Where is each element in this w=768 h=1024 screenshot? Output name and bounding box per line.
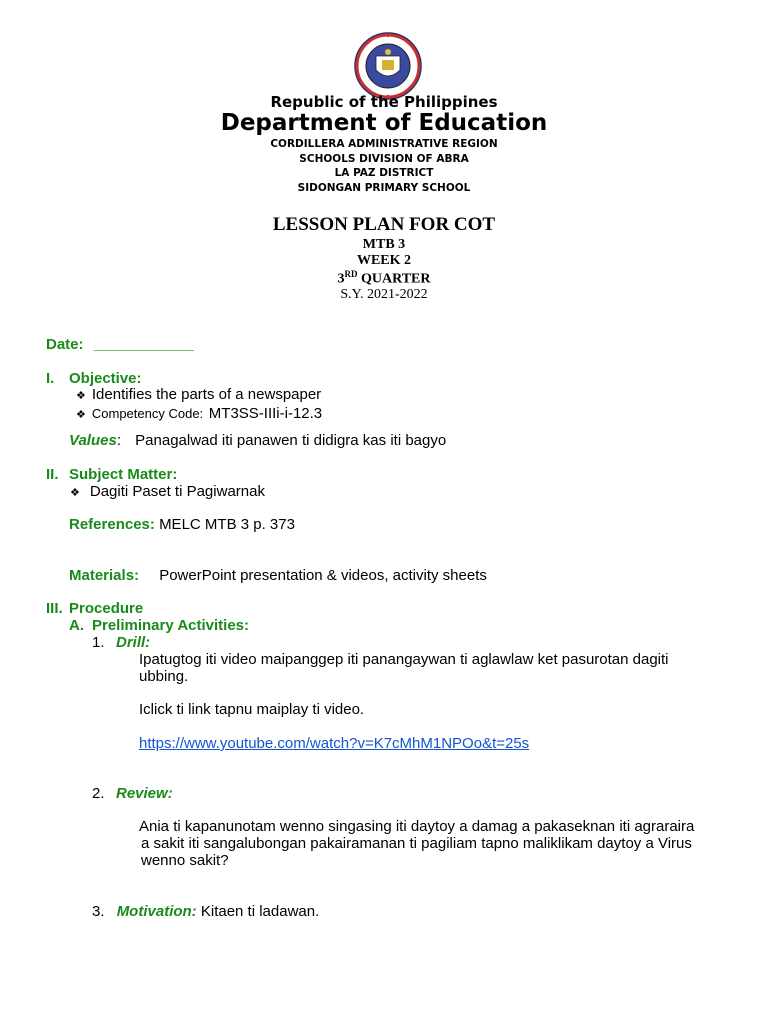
motivation-number: 3.	[92, 903, 105, 920]
drill-label: Drill:	[116, 634, 151, 651]
department-heading: Department of Education	[220, 110, 548, 136]
date-field	[46, 336, 194, 353]
subject-matter-item	[70, 483, 265, 500]
deped-seal-icon	[354, 32, 422, 100]
drill-text-line1: Ipatugtog iti video maipanggep iti panangaywan ti aglawlaw ket pasurotan dagiti	[139, 651, 669, 668]
procedure-numeral: III.	[46, 600, 63, 617]
competency-code	[76, 405, 322, 422]
subject-line: MTB 3	[362, 237, 406, 252]
republic-heading: Republic of the Philippines	[270, 93, 498, 111]
review-text-line1: Ania ti kapanunotam wenno singasing iti daytoy a damag a pakaseknan iti agraraira	[139, 818, 695, 835]
lesson-plan-title: LESSON PLAN FOR COT	[272, 214, 496, 235]
preliminary-letter: A.	[69, 617, 84, 634]
objective-item-text: Identifies the parts of a newspaper	[91, 386, 322, 403]
quarter-word: QUARTER	[360, 271, 431, 287]
values-label: Values	[69, 432, 117, 449]
date-blank: ____________	[93, 336, 194, 353]
review-label: Review:	[116, 785, 173, 802]
motivation-line	[92, 903, 319, 920]
subject-matter-heading: Subject Matter:	[69, 466, 178, 483]
quarter-suffix: RD	[344, 269, 358, 279]
competency-code-value: MT3SS-IIIi-i-12.3	[208, 405, 323, 422]
date-label: Date:	[46, 336, 84, 353]
values-line: Values: Panagalwad iti panawen ti didigra kas iti bagyo	[69, 432, 447, 449]
preliminary-heading: Preliminary Activities:	[92, 617, 250, 634]
quarter-number: 3	[337, 271, 345, 287]
objective-heading: Objective:	[69, 370, 142, 387]
references-text: MELC MTB 3 p. 373	[159, 516, 295, 533]
review-text-line3: wenno sakit?	[141, 852, 229, 869]
subject-matter-item-text: Dagiti Paset ti Pagiwarnak	[89, 483, 265, 500]
region-line: CORDILLERA ADMINISTRATIVE REGION	[270, 138, 498, 150]
materials-line	[69, 567, 487, 584]
drill-link-intro: Iclick ti link tapnu maiplay ti video.	[139, 701, 365, 718]
procedure-heading: Procedure	[69, 600, 144, 617]
drill-text-line2: ubbing.	[139, 668, 189, 685]
district-line: LA PAZ DISTRICT	[334, 167, 434, 179]
motivation-text: Kitaen ti ladawan.	[200, 903, 320, 920]
values-text: Panagalwad iti panawen ti didigra kas iti bagyo	[135, 432, 447, 449]
competency-code-label: Competency Code:	[91, 406, 204, 421]
diamond-bullet-icon: ❖	[76, 390, 86, 402]
materials-text: PowerPoint presentation & videos, activity sheets	[159, 567, 487, 584]
motivation-label: Motivation:	[116, 903, 197, 920]
school-line: SIDONGAN PRIMARY SCHOOL	[297, 182, 471, 194]
drill-video-link[interactable]: https://www.youtube.com/watch?v=K7cMhM1NPOo&t=25s	[139, 735, 530, 752]
division-line: SCHOOLS DIVISION OF ABRA	[299, 153, 469, 165]
references-line	[69, 516, 295, 533]
references-label: References:	[69, 516, 155, 533]
diamond-bullet-icon: ❖	[70, 487, 80, 499]
subject-matter-numeral: II.	[46, 466, 59, 483]
quarter-line	[0, 269, 768, 288]
review-number: 2.	[92, 785, 105, 802]
drill-number: 1.	[92, 634, 105, 651]
materials-label: Materials:	[69, 567, 140, 584]
objective-item	[76, 386, 321, 403]
school-year: S.Y. 2021-2022	[340, 287, 428, 302]
diamond-bullet-icon: ❖	[76, 409, 86, 421]
objective-numeral: I.	[46, 370, 55, 387]
week-line: WEEK 2	[356, 253, 412, 268]
review-text-line2: a sakit iti sangalubongan pakairamanan ti pagiliam tapno maliklikam daytoy a Virus	[141, 835, 692, 852]
